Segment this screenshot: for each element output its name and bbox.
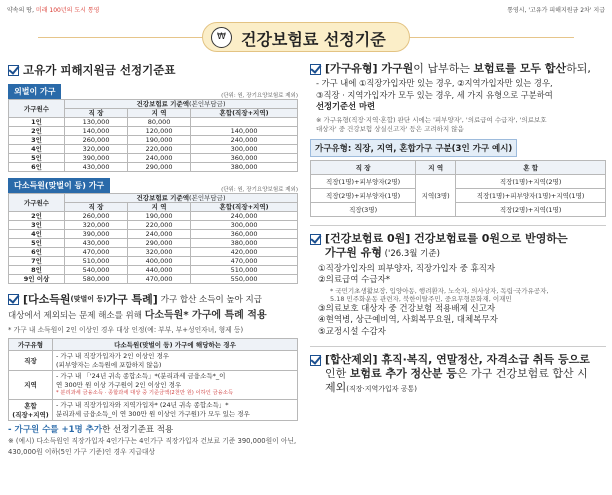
- special-criteria-table: 가구유형 다소득원(맞벌이 등) 가구에 해당하는 경우 직장 - 가구 내 직장가입자가 2인 이상인 경우 (피부양자는 소득원에 포함하지 않음) 지역 - 가구 내 「'24년 귀속 종합소득」*(분리과세 금융소득*_이 연 300만 원 이상 가구원이 2인 이상인 경우 * 분리과세 금융소득 · 종합과세 대상 중 기준금액(2천만 원) 이하인 금융소득 혼합 (직장+지역) - 가구 내 직장가입자와 지역가입자* (24년 귀속 종합소득」* 분리과세 금융소득_이 연 300만 원 이상인 가구원)가 모두 있는 경우: [8, 338, 298, 421]
- right-column: [310, 62, 606, 396]
- table-cell: 390,000: [65, 230, 128, 239]
- household-type-body: - 가구 내에 ①직장가입자만 있는 경우, ②지역가입자만 있는 경우, ③직장 · 지역가입자가 모두 있는 경우, 세 가지 유형으로 구분하여 선정기준선 마련: [316, 78, 553, 111]
- household-type-title: [가구유형] 가구원이 납부하는 보험료를 모두 합산하되,: [310, 62, 606, 76]
- criteria-cell: - 가구 내 직장가입자와 지역가입자* (24년 귀속 종합소득」* 분리과세 금융소득_이 연 300만 원 이상인 가구원)가 모두 있는 경우: [53, 399, 298, 420]
- list-item: ①직장가입자의 피부양자, 직장가입자 중 휴직자: [318, 263, 496, 274]
- table-row: [9, 127, 298, 136]
- table-row: [9, 212, 298, 221]
- table-cell: 440,000: [128, 266, 191, 275]
- table-cell: 2인: [9, 127, 65, 136]
- table-cell: 140,000: [65, 127, 128, 136]
- table-cell: 80,000: [128, 118, 191, 127]
- table-cell: 380,000: [191, 163, 298, 172]
- table-cell: 240,000: [191, 136, 298, 145]
- table-cell: 430,000: [65, 163, 128, 172]
- criteria-section-title: 고유가 피해지원금 선정기준표: [8, 62, 298, 78]
- table-cell: 300,000: [191, 145, 298, 154]
- table-cell: 220,000: [128, 145, 191, 154]
- special-section-title: [다소득원 (맞벌이 등) 가구 특례] 가구 합산 소득이 높아 지급: [8, 291, 298, 307]
- table-cell: 190,000: [128, 212, 191, 221]
- zero-premium-list: ①직장가입자의 피부양자, 직장가입자 중 휴직자 ②의료급여 수급자* * 국민기초생활보장, 입양아동, 행려환자, 노숙자, 의사상자, 독립·국가유공자, 5.18 민주화운동 관련자, 북한이탈주민, 중요무형문화재, 이재민 ③의료보호 대상자 중 건강보험 적용배제 신고자 ④현역병, 상근예비역, 사회복무요원, 대체복무자 ⑤교정시설 수감자: [310, 264, 606, 339]
- table-row: [9, 257, 298, 266]
- household-type-cell: 혼합 (직장+지역): [9, 399, 53, 420]
- list-item: ②의료급여 수급자*: [318, 275, 391, 285]
- table-row: [9, 221, 298, 230]
- table-cell: 9인 이상: [9, 275, 65, 284]
- table-cell: 510,000: [65, 257, 128, 266]
- household-type-cell: 직장: [9, 351, 53, 371]
- table-cell: 470,000: [65, 248, 128, 257]
- table-cell: 260,000: [65, 136, 128, 145]
- zero-premium-title: [건강보험료 0원] 건강보험료를 0원으로 반영하는 가구원 유형 ('26.3월 기준): [310, 232, 606, 261]
- list-item: ④현역병, 상근예비역, 사회복무요원, 대체복무자: [318, 315, 498, 325]
- table-cell: 240,000: [128, 230, 191, 239]
- criteria-cell: - 가구 내 「'24년 귀속 종합소득」*(분리과세 금융소득*_이 연 300만 원 이상 가구원이 2인 이상인 경우 * 분리과세 금융소득 · 종합과세 대상 중 기준금액(2천만 원) 이하인 금융소득: [53, 371, 298, 400]
- checkbox-icon: [8, 65, 19, 76]
- table-cell: [191, 118, 298, 127]
- table-cell: 360,000: [191, 154, 298, 163]
- table-cell: 3인: [9, 221, 65, 230]
- table-cell: 5인: [9, 154, 65, 163]
- table-cell: 8인: [9, 266, 65, 275]
- multi-income-table: 가구원수 건강보험료 기준액(본인부담금) 직 장 지 역 혼합(직장+지역) 2인 260,000 190,000 240,000 3인 320,000 220,000 300,000 4인 390,000 240,000 360,000 5인 430,000 290,000 380,000 6인 470,000 320,000 420,000 7인 510,000 400,000 470,000 8인 540,000 440,000 510,000 9인 이상 580,000 470,000 550,000: [8, 193, 298, 284]
- table-cell: 390,000: [65, 154, 128, 163]
- table-row: [9, 163, 298, 172]
- table-cell: 550,000: [191, 275, 298, 284]
- table-cell: 130,000: [65, 118, 128, 127]
- household-type-cell: 지역: [9, 371, 53, 400]
- single-income-table: 가구원수 건강보험료 기준액(본인부담금) 직 장 지 역 혼합(직장+지역) 1인 130,000 80,000 2인 140,000 120,000 140,000 3인 260,000 190,000 240,000 4인 320,000 220,000 300,000 5인 390,000 240,000 360,000 6인 430,000 290,000 380,000: [8, 99, 298, 172]
- title-banner: [0, 20, 612, 54]
- household-example-table: 직 장 지 역 혼 합 직장(1명)+피부양자(2명) 지역(3명) 직장(1명)+지역(2명) 직장(2명)+피부양자(1명) 직장(1명)+피부양자(1명)+지역(1명) 직장(3명) 직장(2명)+지역(1명): [310, 160, 606, 217]
- table-row: [9, 266, 298, 275]
- table-cell: 300,000: [191, 221, 298, 230]
- checkbox-icon: [310, 234, 321, 245]
- table-cell: 5인: [9, 239, 65, 248]
- table-cell: 430,000: [65, 239, 128, 248]
- table-cell: 140,000: [191, 127, 298, 136]
- table-cell: 3인: [9, 136, 65, 145]
- table-cell: 320,000: [65, 145, 128, 154]
- unit-note: (단위: 원, 장기요양보험료 제외): [221, 93, 298, 99]
- table-cell: 540,000: [65, 266, 128, 275]
- table-row: [9, 399, 298, 420]
- checkbox-icon: [8, 294, 19, 305]
- table-cell: 6인: [9, 163, 65, 172]
- special-note: * 가구 내 소득원이 2인 이상인 경우 대상 인정(예: 부부, 부+성인자녀, 형제 등): [8, 326, 244, 334]
- table-row: [9, 136, 298, 145]
- table-row: [9, 351, 298, 371]
- single-income-label: 외벌이 가구: [8, 84, 61, 99]
- table-cell: 1인: [9, 118, 65, 127]
- multi-income-label: 다소득원(맞벌이 등) 가구: [8, 178, 110, 193]
- page-title: 건강보험료 선정기준: [241, 30, 386, 49]
- list-item: ③의료보호 대상자 중 건강보험 적용배제 신고자: [318, 303, 496, 314]
- criteria-cell: - 가구 내 직장가입자가 2인 이상인 경우 (피부양자는 소득원에 포함하지 않음): [53, 351, 298, 371]
- table-row: [9, 230, 298, 239]
- header-slogan: 약속의 땅, 미래 100년의 도시 통영: [7, 7, 100, 14]
- special-description: 대상에서 제외되는 문제 해소를 위해 다소득원* 가구에 특례 적용: [8, 310, 267, 321]
- table-cell: 2인: [9, 212, 65, 221]
- table-row: [9, 371, 298, 400]
- table-cell: 240,000: [128, 154, 191, 163]
- table-cell: 290,000: [128, 239, 191, 248]
- table-cell: 7인: [9, 257, 65, 266]
- won-badge-icon: ₩: [211, 27, 232, 48]
- table-cell: 320,000: [128, 248, 191, 257]
- table-cell: 4인: [9, 145, 65, 154]
- checkbox-icon: [310, 355, 321, 366]
- table-cell: 580,000: [65, 275, 128, 284]
- table-row: [9, 275, 298, 284]
- table-row: [9, 154, 298, 163]
- table-cell: 400,000: [128, 257, 191, 266]
- table-row: [9, 239, 298, 248]
- table-cell: 320,000: [65, 221, 128, 230]
- table-cell: 240,000: [191, 212, 298, 221]
- table-cell: 220,000: [128, 221, 191, 230]
- table-cell: 470,000: [191, 257, 298, 266]
- exclusion-title: [합산제외] 휴직·복직, 연말정산, 자격소급 취득 등으로 인한 보험료 추가 정산분 등은 가구 건강보험료 합산 시 제외(직장·지역가입자 공통): [310, 353, 606, 396]
- checkbox-icon: [310, 64, 321, 75]
- table-row: [9, 248, 298, 257]
- special-bottom: - 가구원 수를 +1명 추가한 선정기준표 적용 ※ (예시) 다소득원인 직장가입자 4인가구는 4인가구 직장가입자 건보료 기준 390,000원이 아닌, 430,000원 이하(5인 가구 기준)인 경우 지급대상: [8, 424, 297, 456]
- household-type-note: ※ 가구유형(직장·지역·혼합) 판단 시에는 '피부양자', '의료급여 수급자', '의료보호 대상자' 중 건강보험 상실신고자' 등은 고려하지 않음: [316, 115, 547, 133]
- table-cell: 380,000: [191, 239, 298, 248]
- table-row: [9, 118, 298, 127]
- table-cell: 470,000: [128, 275, 191, 284]
- table-cell: 190,000: [128, 136, 191, 145]
- unit-note: (단위: 원, 장기요양보험료 제외): [221, 187, 298, 193]
- table-cell: 4인: [9, 230, 65, 239]
- table-cell: 6인: [9, 248, 65, 257]
- header-title: 통영시, '고유가 피해지원금 2차' 지급: [507, 7, 605, 14]
- table-cell: 510,000: [191, 266, 298, 275]
- table-cell: 420,000: [191, 248, 298, 257]
- table-cell: 290,000: [128, 163, 191, 172]
- table-row: [9, 145, 298, 154]
- household-example-label: 가구유형: 직장, 지역, 혼합가구 구분(3인 가구 예시): [310, 139, 517, 157]
- left-column: [8, 62, 298, 458]
- table-cell: 260,000: [65, 212, 128, 221]
- table-cell: 120,000: [128, 127, 191, 136]
- list-item: ⑤교정시설 수감자: [318, 326, 386, 337]
- table-cell: 360,000: [191, 230, 298, 239]
